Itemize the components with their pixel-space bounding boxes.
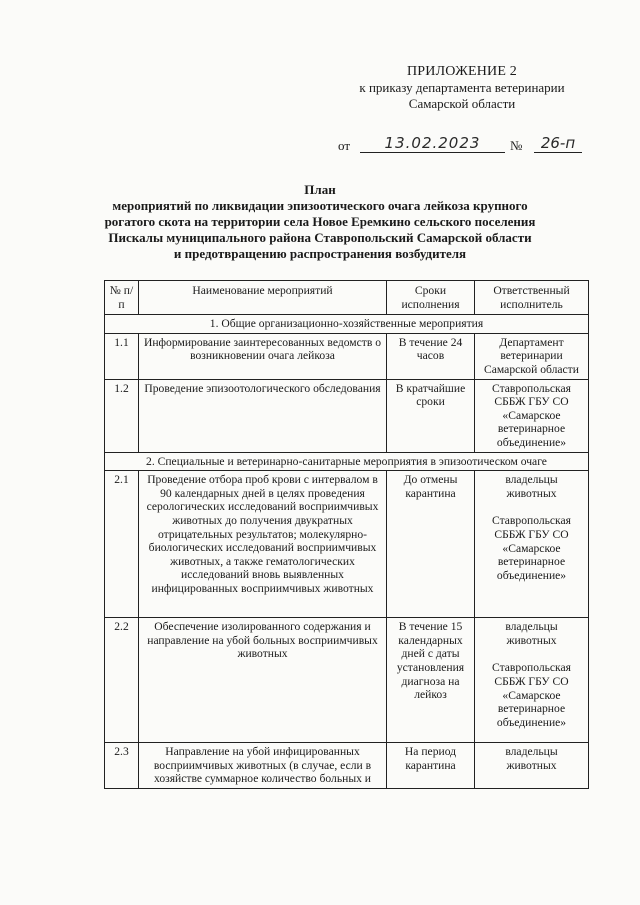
row-number: 2.3	[105, 743, 139, 789]
row-measure: Обеспечение изолированного содержания и направление на убой больных восприимчивых животных	[139, 618, 387, 743]
row-responsible: Ставропольская СББЖ ГБУ СО «Самарское ветеринарное объединение»	[475, 379, 589, 452]
row-responsible: Департамент ветеринарии Самарской области	[475, 333, 589, 379]
row-responsible	[475, 618, 589, 743]
order-date-line	[338, 136, 588, 156]
table-row	[105, 379, 589, 452]
order-date: 13.02.2023	[360, 136, 505, 153]
responsible-owners: владельцы животных	[505, 620, 558, 647]
title-line: мероприятий по ликвидации эпизоотического очага лейкоза крупного	[112, 198, 528, 213]
section-title: 2. Специальные и ветеринарно-санитарные мероприятия в эпизоотическом очаге	[105, 452, 589, 471]
row-term: В кратчайшие сроки	[387, 379, 475, 452]
appendix-block	[342, 64, 582, 112]
table-row	[105, 333, 589, 379]
number-prefix: №	[510, 138, 523, 153]
measures-table	[104, 280, 589, 789]
title-line: рогатого скота на территории села Новое Еремкино сельского поселения	[104, 214, 536, 229]
section-row	[105, 315, 589, 334]
row-number: 1.2	[105, 379, 139, 452]
row-number: 2.1	[105, 471, 139, 618]
appendix-region-line: Самарской области	[408, 96, 516, 111]
row-term: На период карантина	[387, 743, 475, 789]
appendix-order-line: к приказу департамента ветеринарии	[359, 80, 565, 95]
table-header-row	[105, 281, 589, 315]
title-line: и предотвращению распространения возбудителя	[173, 246, 467, 261]
table-row	[105, 471, 589, 618]
title-line: План	[304, 182, 336, 197]
row-term: В течение 24 часов	[387, 333, 475, 379]
document-title	[80, 182, 560, 262]
row-number: 1.1	[105, 333, 139, 379]
header-responsible: Ответственный исполнитель	[475, 281, 589, 315]
table-row	[105, 743, 589, 789]
row-measure: Направление на убой инфицированных восприимчивых животных (в случае, если в хозяйстве суммарное количество больных и	[139, 743, 387, 789]
row-term: В течение 15 календарных дней с даты установления диагноза на лейкоз	[387, 618, 475, 743]
row-measure: Проведение эпизоотологического обследования	[139, 379, 387, 452]
section-row	[105, 452, 589, 471]
row-measure: Информирование заинтересованных ведомств о возникновении очага лейкоза	[139, 333, 387, 379]
row-term: До отмены карантина	[387, 471, 475, 618]
responsible-owners: владельцы животных	[505, 473, 558, 500]
responsible-station: Ставропольская СББЖ ГБУ СО «Самарское ветеринарное объединение»	[491, 661, 571, 729]
header-name: Наименование мероприятий	[139, 281, 387, 315]
header-num: № п/п	[105, 281, 139, 315]
appendix-label: ПРИЛОЖЕНИЕ 2	[406, 64, 518, 79]
responsible-station: Ставропольская СББЖ ГБУ СО «Самарское ветеринарное объединение»	[491, 514, 571, 582]
row-responsible: владельцы животных	[475, 743, 589, 789]
row-responsible	[475, 471, 589, 618]
table-row	[105, 618, 589, 743]
date-prefix: от	[338, 138, 351, 153]
order-number: 26-п	[534, 136, 582, 153]
header-term: Сроки исполнения	[387, 281, 475, 315]
title-line: Пискалы муниципального района Ставропольский Самарской области	[108, 230, 532, 245]
row-measure: Проведение отбора проб крови с интервалом в 90 календарных дней в целях проведения серологических исследований восприимчивых животных до получения двукратных отрицательных результатов; молекулярно-биологических исследований восприимчивых животных, а также гематологических исследований вновь выявленных инфицированных восприимчивых животных	[139, 471, 387, 618]
section-title: 1. Общие организационно-хозяйственные мероприятия	[105, 315, 589, 334]
row-number: 2.2	[105, 618, 139, 743]
